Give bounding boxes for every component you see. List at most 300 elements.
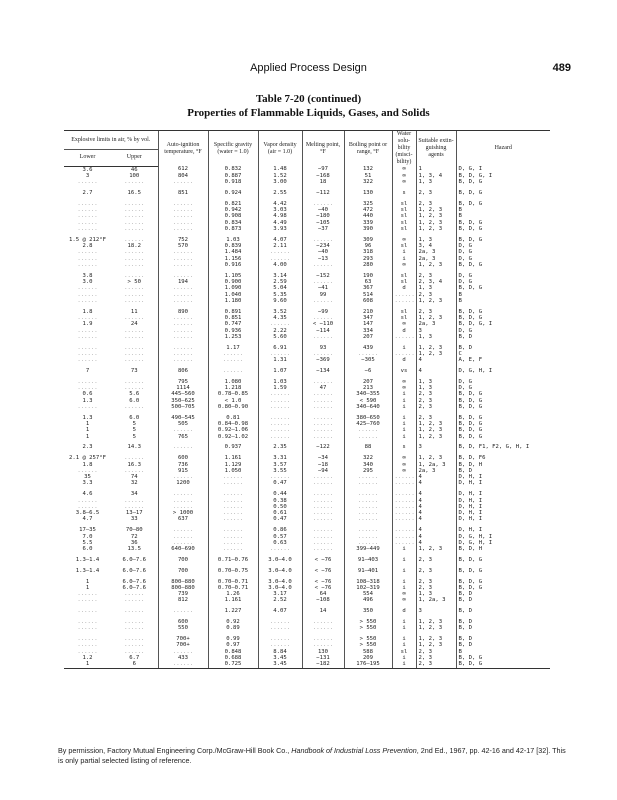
table-cell: B, D, G, I [456,173,550,179]
table-cell: 0.99 [208,636,258,642]
table-cell: 4 [416,498,456,504]
table-cell: 4.98 [258,213,302,219]
table-cell: B [456,298,550,304]
table-cell: ...... [302,279,344,285]
table-cell: ...... [392,334,416,340]
table-cell: 4.49 [258,220,302,226]
table-cell: −18 [302,462,344,468]
table-cell: ∞ [392,262,416,268]
table-cell: ...... [124,236,145,243]
table-cell: ...... [158,540,208,546]
table-cell: 367 [344,285,392,291]
table-cell: 700 [158,557,208,563]
table-cell: 433 [158,655,208,661]
table-cell: ...... [258,636,302,642]
table-cell: D, H, I [456,504,550,510]
table-cell: ...... [302,619,344,625]
table-cell: ...... [392,480,416,486]
table-cell: ...... [158,357,208,363]
table-cell: 100 [129,172,140,179]
table-cell: −41 [302,285,344,291]
table-cell: ...... [392,527,416,533]
table-cell: ∞ [392,591,416,597]
table-cell: 1.484 [208,249,258,255]
table-cell: 1, 2, 3 [416,220,456,226]
table-cell: 293 [344,256,392,262]
table-cell: ...... [392,534,416,540]
table-cell: 0.891 [208,309,258,315]
table-cell: −180 [302,213,344,219]
table-cell: 207 [344,334,392,340]
table-cell: 0.839 [208,243,258,249]
table-cell: sl [392,213,416,219]
table-cell: 1, 2, 3 [416,315,456,321]
table-cell: i [392,427,416,433]
table-cell: B, D, G [456,415,550,421]
table-cell: ...... [302,516,344,522]
table-cell: ...... [302,527,344,533]
table-cell: B [456,649,550,655]
table-cell: ∞ [392,455,416,461]
table-cell: i [392,391,416,397]
table-cell: 14.3 [127,444,141,451]
table-cell: 1, 2, 3 [416,351,456,357]
table-cell: 0.924 [208,190,258,196]
table-cell: ∞ [392,462,416,468]
footnote-suffix: , 2nd Ed., 1967, pp. 42-16 and 42-17 [32]. This is only partial selected listing of reference. [58,746,566,765]
table-cell: 890 [158,309,208,315]
table-cell: 399–449 [344,546,392,552]
table-cell: ...... [392,351,416,357]
table-cell: 806 [158,368,208,374]
table-cell: 3.0–4.0 [258,557,302,563]
table-cell: 1.090 [208,285,258,291]
table-cell: ...... [124,179,145,186]
table-cell: 500–705 [158,404,208,410]
table-cell: 6.0–7.6 [122,556,147,563]
table-cell: 5.5 [82,539,93,546]
table-cell: −94 [302,468,344,474]
table-cell: B, D, G [456,201,550,207]
table-cell: 108–318 [344,579,392,585]
table-cell: 0.81 [208,415,258,421]
table-cell: B [456,213,550,219]
header-vapor-density: Vapor density (air = 1.0) [258,131,302,167]
table-cell: ...... [124,291,145,298]
table-cell: ...... [124,333,145,340]
table-cell: 4.07 [258,608,302,614]
table-cell: sl [392,309,416,315]
table-cell: ...... [208,480,258,486]
table-cell: sl [392,220,416,226]
table-cell: D, H, I [456,480,550,486]
table-cell: ...... [344,480,392,486]
table-cell: 1 [416,166,456,173]
table-cell: ...... [344,510,392,516]
table-cell: 700+ [158,636,208,642]
table-cell: 6.0 [82,546,93,553]
table-cell: D, G [456,243,550,249]
table-cell: 347 [344,315,392,321]
table-cell: ...... [124,200,145,207]
table-cell: 91–403 [344,557,392,563]
table-cell: < −76 [302,585,344,591]
table-cell: 2.52 [258,597,302,603]
table-cell: 13–17 [125,510,143,517]
table-cell: 13.5 [127,546,141,553]
table-cell: 2, 3, 4 [416,279,456,285]
table-cell: D, G [456,379,550,385]
table-cell: D, G [456,249,550,255]
table-cell: sl [392,649,416,655]
table-cell: 339 [344,220,392,226]
table-cell: −112 [302,190,344,196]
table-cell: 340–355 [344,391,392,397]
table-cell: 7.0 [82,533,93,540]
table-cell: < 590 [344,398,392,404]
table-cell: 3.45 [258,655,302,661]
table-cell: 554 [344,591,392,597]
table-cell: 0.936 [208,328,258,334]
table-cell: 51 [344,173,392,179]
table-cell: 3.45 [258,661,302,668]
table-cell: −152 [302,273,344,279]
table-cell: 4 [416,540,456,546]
table-cell: 612 [158,166,208,173]
table-cell: 295 [344,468,392,474]
table-cell: 505 [158,421,208,427]
table-cell: 1.07 [258,368,302,374]
table-cell: 194 [158,279,208,285]
table-cell: ...... [158,474,208,480]
table-cell: 4 [416,480,456,486]
table-cell: ...... [124,385,145,392]
table-cell: 3.0–4.0 [258,568,302,574]
table-cell: 88 [344,444,392,450]
table-cell: ...... [77,344,98,351]
table-cell: ...... [258,546,302,552]
table-cell: ...... [158,298,208,304]
table-cell: 3.17 [258,591,302,597]
table-cell: 550 [158,625,208,631]
table-row [64,166,550,173]
table-cell: 445–560 [158,391,208,397]
table-cell: 35 [84,474,91,481]
table-cell: 4.00 [258,262,302,268]
table-cell: 0.84–0.98 [208,421,258,427]
table-cell: B, D, G [456,220,550,226]
table-cell: s [392,190,416,196]
table-cell: ...... [208,540,258,546]
table-cell: 3.52 [258,309,302,315]
table-cell: ...... [158,179,208,185]
table-cell: 0.725 [208,661,258,668]
table-cell: D, H, I [456,527,550,533]
table-cell: B, D, G [456,421,550,427]
table-cell: ...... [344,434,392,440]
table-cell: 0.47 [258,480,302,486]
table-cell: sl [392,201,416,207]
table-cell: ...... [302,434,344,440]
table-cell: B, D, G [456,179,550,185]
table-cell: ...... [124,314,145,321]
table-cell: ...... [77,378,98,385]
table-cell: ...... [124,648,145,655]
header-hazard: Hazard [456,131,550,167]
table-cell: ...... [302,636,344,642]
table-cell: 3.6 [82,166,93,173]
table-cell: B, D [456,468,550,474]
table-cell: ∞ [392,597,416,603]
table-cell: ...... [158,207,208,213]
table-cell: 0.57 [258,534,302,540]
table-cell: B, D, G [456,398,550,404]
table-cell: B, D, G [456,190,550,196]
table-cell: ...... [77,608,98,615]
table-cell: ...... [77,503,98,510]
table-cell: ...... [77,497,98,504]
table-cell: ...... [258,642,302,648]
header-upper: Upper [111,150,158,167]
table-cell: 1 [85,427,90,434]
table-cell: 1, 2, 3 [416,434,456,440]
table-cell: B, D [456,597,550,603]
table-cell: 2.59 [258,279,302,285]
table-cell: sl [392,207,416,213]
table-cell: 3.0 [82,278,93,285]
table-cell: 4.35 [258,315,302,321]
table-cell: d [392,608,416,614]
table-cell: ...... [124,219,145,226]
table-cell: 5 [132,433,136,440]
table-cell: ...... [302,298,344,304]
table-cell: ∞ [392,237,416,243]
table-cell: 0.47 [258,516,302,522]
table-cell: ...... [77,648,98,655]
table-caption: Properties of Flammable Liquids, Gases, and Solids [187,107,430,119]
table-cell: B, D, G [456,434,550,440]
table-cell: 2, 3 [416,661,456,668]
table-cell: 3.55 [258,468,302,474]
table-cell: 0.38 [258,498,302,504]
table-cell: ...... [158,534,208,540]
table-cell: −122 [302,444,344,450]
table-cell: ...... [124,255,145,262]
table-cell: ...... [392,474,416,480]
table-cell: ...... [158,444,208,450]
table-cell: −114 [302,328,344,334]
header-water-solubility: Water solu-bility (misci-bility) [392,131,416,167]
table-cell: 1.2 [82,655,93,661]
table-cell: 1, 2, 3 [416,636,456,642]
table-cell: 350 [344,608,392,614]
table-cell: sl [392,315,416,321]
table-cell: 4.6 [82,491,93,498]
table-cell: ...... [302,201,344,207]
table-cell: 915 [158,468,208,474]
table-cell: ...... [77,291,98,298]
table-cell: 1, 2, 3 [416,213,456,219]
table-cell: 132 [344,166,392,173]
table-cell: ...... [124,350,145,357]
table-cell: ...... [344,474,392,480]
table-cell: D, H, I [456,516,550,522]
table-cell: i [392,546,416,552]
table-cell: ...... [258,421,302,427]
table-cell: ...... [77,619,98,626]
table-cell: ...... [124,344,145,351]
table-body [64,166,550,668]
table-cell: 0.908 [208,213,258,219]
table-cell: 1, 3 [416,385,456,391]
table-cell: 6.0–7.6 [122,578,147,585]
table-cell: 380–650 [344,415,392,421]
table-cell: 637 [158,516,208,522]
table-cell: ...... [302,237,344,243]
table-cell: < 1.0 [208,398,258,404]
table-cell: 5.6 [129,391,140,398]
table-cell: ...... [124,591,145,598]
table-cell: −168 [302,173,344,179]
table-cell: ...... [344,516,392,522]
table-cell: 0.89 [208,625,258,631]
table-cell: 1.26 [208,591,258,597]
table-cell: ∞ [392,166,416,173]
table-cell: ...... [344,527,392,533]
header-explosive-limits: Explosive limits in air, % by vol. [64,131,158,150]
table-cell: D, G, H, I [456,540,550,546]
table-cell: ...... [124,503,145,510]
table-cell: ...... [344,540,392,546]
table-cell: 1114 [158,385,208,391]
table-cell: < −110 [302,321,344,327]
table-cell: B, D, F6 [456,455,550,461]
table-cell: B, D, G [456,237,550,243]
table-cell: 1.8 [82,308,93,315]
table-cell: 340–640 [344,404,392,410]
table-cell: ∞ [392,379,416,385]
table-cell: 1, 3 [416,237,456,243]
table-cell: 3.31 [258,455,302,461]
table-cell: d [392,357,416,363]
table-cell: 640–690 [158,546,208,552]
table-cell: ...... [158,256,208,262]
table-cell: ...... [158,608,208,614]
table-cell: sl [392,273,416,279]
table-cell: 1.180 [208,298,258,304]
table-cell: −305 [344,357,392,363]
table-cell: 6.91 [258,345,302,351]
table-cell: ...... [77,625,98,632]
table-cell: 3.8–6.5 [75,510,100,517]
table-cell: 1, 2, 3 [416,262,456,268]
table-cell: 3.03 [258,207,302,213]
table-cell: 804 [158,173,208,179]
table-cell: 73 [130,368,138,375]
table-cell: 0.70–0.71 [208,585,258,591]
table-cell: 1.48 [258,166,302,173]
table-cell: ...... [124,636,145,643]
table-cell: 74 [130,474,138,481]
table-cell: 9.60 [258,298,302,304]
table-cell: ...... [158,315,208,321]
table-cell: 2.55 [258,190,302,196]
table-cell: −182 [302,661,344,668]
table-cell: ...... [158,527,208,533]
table-cell: 3.8 [82,272,93,279]
table-cell: ...... [124,378,145,385]
table-cell: 91–401 [344,568,392,574]
table-cell: ...... [124,249,145,256]
table-cell: sl [392,243,416,249]
table-cell: B, D, G [456,568,550,574]
table-cell: D, H, I [456,474,550,480]
table-cell: 3 [416,608,456,614]
table-cell: 8.84 [258,649,302,655]
table-cell: ...... [392,491,416,497]
table-cell: B, D, G [456,661,550,668]
table-cell: D, H, I [456,491,550,497]
table-cell: 6.0–7.6 [122,584,147,591]
table-cell: ...... [77,642,98,649]
table-cell: i [392,579,416,585]
table-cell: 1.9 [82,321,93,328]
table-cell: ...... [77,255,98,262]
table-cell: ...... [124,642,145,649]
table-cell: 1.080 [208,379,258,385]
table-cell: ...... [124,327,145,334]
table-cell: ...... [124,625,145,632]
table-cell: −97 [302,166,344,173]
table-cell: 0.832 [208,166,258,173]
table-cell: B, D, G [456,391,550,397]
table-cell: ...... [77,385,98,392]
table-cell: 4.7 [82,516,93,523]
table-cell: ...... [158,201,208,207]
table-cell: 0.900 [208,279,258,285]
table-cell: 18 [302,179,344,185]
table-cell: < −76 [302,568,344,574]
table-cell: B, D, G [456,315,550,321]
header-extinguishing-agents: Suitable extin-guishing agents [416,131,456,167]
table-cell: ...... [124,619,145,626]
table-cell: ...... [302,474,344,480]
table-cell: 812 [158,597,208,603]
table-cell: ...... [158,285,208,291]
table-cell: sl [392,279,416,285]
table-cell: −108 [302,597,344,603]
table-cell: ...... [124,608,145,615]
table-cell: ...... [258,256,302,262]
table-cell: 496 [344,597,392,603]
table-cell: ...... [158,345,208,351]
table-cell: 147 [344,321,392,327]
table-cell: ...... [158,213,208,219]
table-cell: i [392,585,416,591]
table-cell: D, G [456,385,550,391]
table-cell: ...... [158,273,208,279]
table-cell: 700+ [158,642,208,648]
table-cell: 1, 2, 3 [416,298,456,304]
table-cell: 0.851 [208,315,258,321]
table-cell: ...... [258,427,302,433]
table-cell: ...... [258,434,302,440]
table-cell: > 50 [127,278,141,285]
table-cell: ...... [158,649,208,655]
table-cell: ...... [392,292,416,298]
table-cell: ...... [302,642,344,648]
table-cell: 0.92–1.02 [208,434,258,440]
